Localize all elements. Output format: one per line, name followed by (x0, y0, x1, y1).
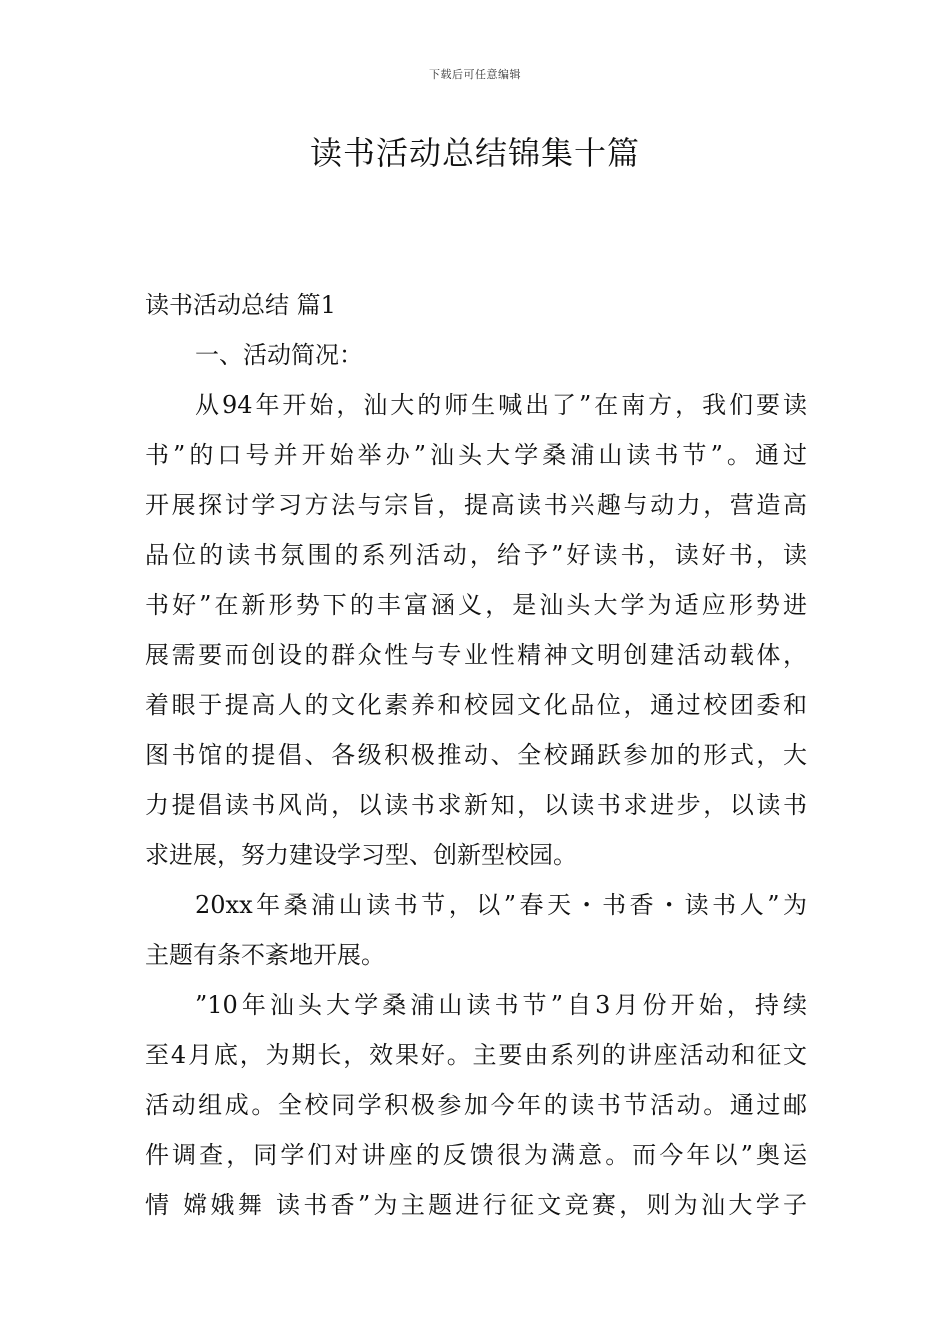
text-line: 力提倡读书风尚，以读书求新知，以读书求进步，以读书 (145, 791, 807, 819)
text-line: 品位的读书氛围的系列活动，给予”好读书，读好书，读 (145, 541, 807, 569)
text-line: 活动组成。全校同学积极参加今年的读书节活动。通过邮 (145, 1091, 807, 1119)
text-line: 从94年开始，汕大的师生喊出了”在南方，我们要读 (195, 391, 807, 419)
text-line: 读书活动总结 篇1 (145, 291, 336, 319)
text-line: 情 嫦娥舞 读书香”为主题进行征文竞赛，则为汕大学子 (145, 1191, 807, 1219)
header-note: 下载后可任意编辑 (429, 68, 521, 81)
text-line: 图书馆的提倡、各级积极推动、全校踊跃参加的形式，大 (145, 741, 807, 769)
text-line: 件调查，同学们对讲座的反馈很为满意。而今年以”奥运 (145, 1141, 807, 1169)
text-line: 20xx年桑浦山读书节，以”春天・书香・读书人”为 (195, 891, 807, 919)
text-line: 一、活动简况： (195, 341, 363, 369)
text-line: 主题有条不紊地开展。 (145, 941, 385, 969)
document-title: 读书活动总结锦集十篇 (309, 134, 640, 172)
text-line: 书好”在新形势下的丰富涵义，是汕头大学为适应形势进 (145, 591, 807, 619)
text-line: 着眼于提高人的文化素养和校园文化品位，通过校团委和 (145, 691, 807, 719)
text-line: 书”的口号并开始举办”汕头大学桑浦山读书节”。通过 (145, 441, 807, 469)
text-line: 至4月底，为期长，效果好。主要由系列的讲座活动和征文 (145, 1041, 807, 1069)
text-line: ”10年汕头大学桑浦山读书节”自3月份开始，持续 (195, 991, 807, 1019)
text-line: 展需要而创设的群众性与专业性精神文明创建活动载体， (145, 641, 807, 669)
text-line: 求进展，努力建设学习型、创新型校园。 (145, 841, 577, 869)
text-line: 开展探讨学习方法与宗旨，提高读书兴趣与动力，营造高 (145, 491, 807, 519)
document-body (145, 280, 807, 1230)
